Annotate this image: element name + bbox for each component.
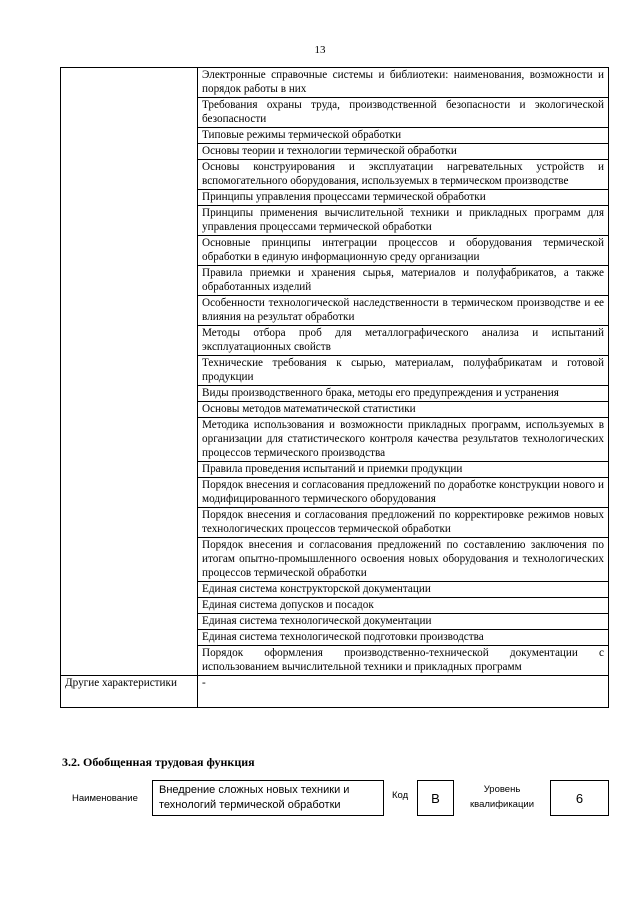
knowledge-item: Электронные справочные системы и библиотеки: наименования, возможности и порядок работы в них xyxy=(198,68,609,98)
table-row-other xyxy=(61,676,609,708)
code-label: Код xyxy=(392,790,409,801)
page-number: 13 xyxy=(314,44,326,56)
knowledge-item: Требования охраны труда, производственной безопасности и экологической безопасности xyxy=(198,98,609,128)
generalized-function-header xyxy=(0,780,640,840)
knowledge-item: Единая система технологической документации xyxy=(198,614,609,630)
qualification-level-value-box: 6 xyxy=(550,780,609,816)
knowledge-item: Виды производственного брака, методы его предупреждения и устранения xyxy=(198,386,609,402)
knowledge-item: Единая система конструкторской документации xyxy=(198,582,609,598)
knowledge-item: Порядок внесения и согласования предложений по доработке конструкции нового и модифицированного термического оборудования xyxy=(198,478,609,508)
knowledge-item: Основы конструирования и эксплуатации нагревательных устройств и вспомогательного оборудования, используемых в термическом производстве xyxy=(198,160,609,190)
knowledge-item: Основы методов математической статистики xyxy=(198,402,609,418)
requirements-table-body xyxy=(61,68,609,708)
knowledge-item: Типовые режимы термической обработки xyxy=(198,128,609,144)
knowledge-item: Порядок оформления производственно-технической документации с использованием вычислительной техники и прикладных программ xyxy=(198,646,609,676)
section-title: 3.2. Обобщенная трудовая функция xyxy=(62,755,255,769)
code-value-box: В xyxy=(417,780,454,816)
knowledge-item: Единая система технологической подготовки производства xyxy=(198,630,609,646)
knowledge-item: Особенности технологической наследственности в термическом производстве и ее влияния на результат обработки xyxy=(198,296,609,326)
requirements-table xyxy=(60,67,609,708)
table-row xyxy=(61,68,609,98)
knowledge-item: Правила проведения испытаний и приемки продукции xyxy=(198,462,609,478)
knowledge-label-cell xyxy=(61,68,198,676)
knowledge-item: Порядок внесения и согласования предложений по составлению заключения по итогам опытно-промышленного освоения новых оборудования и технологических процессов термической обработки xyxy=(198,538,609,582)
other-characteristics-value: - xyxy=(198,676,609,708)
knowledge-item: Технические требования к сырью, материалам, полуфабрикатам и готовой продукции xyxy=(198,356,609,386)
knowledge-item: Единая система допусков и посадок xyxy=(198,598,609,614)
qualification-level-label: Уровень квалификации xyxy=(469,784,535,810)
knowledge-item: Методика использования и возможности прикладных программ, используемых в организации для статистического контроля качества результатов технологических процессов термического производства xyxy=(198,418,609,462)
knowledge-item: Принципы применения вычислительной техники и прикладных программ для управления процессами термической обработки xyxy=(198,206,609,236)
knowledge-item: Основные принципы интеграции процессов и оборудования термической обработки в единую информационную среду организации xyxy=(198,236,609,266)
knowledge-item: Порядок внесения и согласования предложений по корректировке режимов новых технологических процессов термической обработки xyxy=(198,508,609,538)
name-label: Наименование xyxy=(72,793,138,804)
other-characteristics-label: Другие характеристики xyxy=(61,676,198,708)
knowledge-item: Правила приемки и хранения сырья, материалов и полуфабрикатов, а также обработанных изделий xyxy=(198,266,609,296)
name-value-box: Внедрение сложных новых техники и технологий термической обработки xyxy=(152,780,384,816)
knowledge-item: Методы отбора проб для металлографического анализа и испытаний эксплуатационных свойств xyxy=(198,326,609,356)
knowledge-item: Принципы управления процессами термической обработки xyxy=(198,190,609,206)
knowledge-item: Основы теории и технологии термической обработки xyxy=(198,144,609,160)
